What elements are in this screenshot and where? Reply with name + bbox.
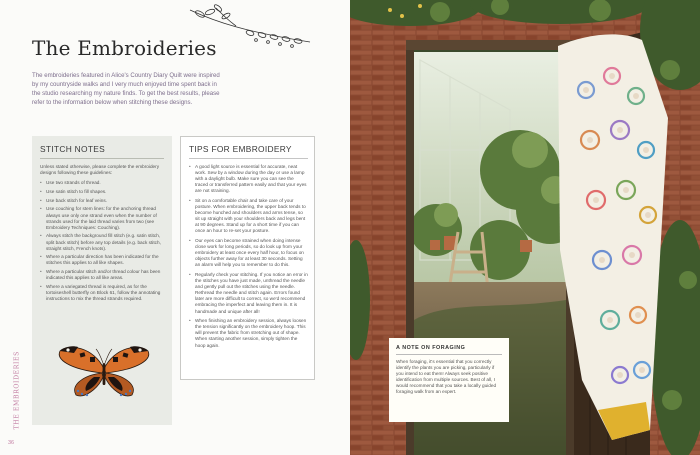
- tips-list: [189, 164, 308, 349]
- list-item: • Use two strands of thread.: [40, 180, 164, 186]
- tips-panel: [180, 136, 315, 380]
- stitch-notes-lead: Unless stated otherwise, please complete the embroidery designs following these guidelines:: [40, 164, 160, 176]
- tips-heading: TIPS FOR EMBROIDERY: [189, 144, 308, 159]
- list-item: • When finishing an embroidery session, always loosen the tension significantly on the embroidery hoop. This will prevent the fabric from stretching out of shape. When starting another session, simply tighten the hoop again.: [189, 318, 308, 348]
- right-page: [350, 0, 700, 455]
- list-item: • Always stitch the background fill stitch (e.g. satin stitch, split back stitch) before any top details (e.g. back stitch, straight stitch, French knots).: [40, 233, 164, 251]
- list-item: • Where a particular direction has been indicated for the stitches this applies to all like shapes.: [40, 254, 164, 266]
- foraging-note-panel: [389, 338, 509, 422]
- list-item: • Use couching for stem lines: for the anchoring thread always use only one strand even when the number of strands used for the laid thread varies from two (see Embroidery Techniques: Couching).: [40, 206, 164, 230]
- list-item: • Where a particular stitch and/or thread colour has been indicated this applies to all like areas.: [40, 269, 164, 281]
- list-item: • Use back stitch for leaf veins.: [40, 198, 164, 204]
- list-item: • A good light source is essential for accurate, neat work. Sew by a window during the day or use a lamp with a daylight bulb. Make sure you can see the traced or transferred pattern easily and that your eyes are not straining.: [189, 164, 308, 194]
- list-item: • Sit on a comfortable chair and take care of your posture. When embroidering, the upper back tends to become hunched and shoulders and arms tense, so sit up straight with your shoulders back and legs bent at 90 degrees. Stand up for a short time if you can once an hour to re-set your posture.: [189, 198, 308, 235]
- stitch-notes-panel: [32, 136, 172, 425]
- list-item: • Where a variegated thread is required, as for the tortoiseshell butterfly on Block 61, follow the annotating instructions to mix the thread strands required.: [40, 284, 164, 302]
- list-item: • Regularly check your stitching. If you notice an error in the stitches you have just made, unthread the needle and gently pull out the stitches using the needle. Rethread the needle and stitch again. Errors found later are more difficult to correct, so we'd recommend embracing the imperfect and leaving them in. It is handmade and unique after all!: [189, 272, 308, 315]
- page-number: 36: [8, 440, 15, 446]
- list-item: • Use satin stitch to fill shapes.: [40, 189, 164, 195]
- intro-paragraph: The embroideries featured in Alice's Country Diary Quilt were inspired by my countryside walks and I very much enjoyed time spent back in the studio researching my nature finds. To get the best results, please refer to the information below when stitching these designs.: [32, 72, 220, 106]
- page-title: The Embroideries: [32, 36, 217, 60]
- stitch-notes-heading: STITCH NOTES: [40, 144, 164, 159]
- tortoiseshell-butterfly-illustration: [54, 341, 154, 401]
- foraging-heading: A NOTE ON FORAGING: [396, 345, 502, 355]
- running-head: [7, 350, 21, 432]
- list-item: • Our eyes can become strained when doing intense close work for long periods, so do look up from your embroidery at least once every half hour, to focus on objects further away for at least 30 seconds. Setting an alarm will help you to remember to do this.: [189, 238, 308, 268]
- foraging-text: When foraging, it's essential that you correctly identify the plants you are picking, particularly if you intend to eat them! Always seek positive identification from multiple sources. Best of all, I would recommend that you take a locally guided foraging walk from an expert.: [396, 359, 497, 395]
- running-head-text: THE EMBROIDERIES: [13, 350, 21, 430]
- stitch-notes-list: [40, 180, 164, 302]
